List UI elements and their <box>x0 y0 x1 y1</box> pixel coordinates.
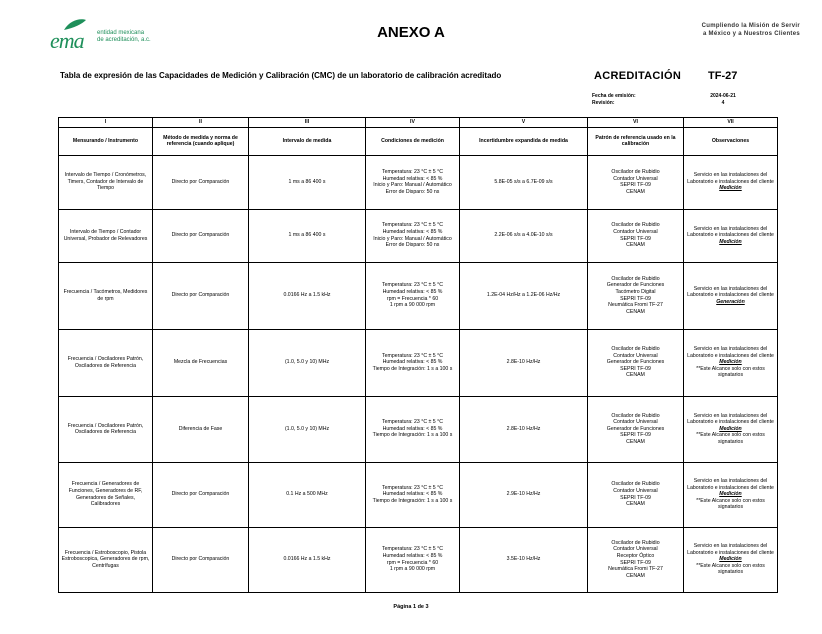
conditions-cell-line: rpm = Frecuencia * 60 <box>386 295 439 302</box>
table-row <box>59 527 778 592</box>
method-cell: Directo por Comparación <box>153 155 249 209</box>
standard-cell-line: Contador Universal <box>613 352 658 359</box>
observation-note: **Este Alcance solo con estos signatarios <box>696 562 765 576</box>
table-row <box>59 262 778 329</box>
standard-cell-line: Receptor Óptico <box>616 553 655 559</box>
col-number: VI <box>588 118 684 128</box>
standard-cell-line: Contador Universal <box>613 229 658 235</box>
instrument-cell: Frecuencia / Tacómetros, Medidores de rpm <box>59 262 153 329</box>
standard-cell-line: SEPRI TF-09 <box>620 559 651 566</box>
observation-note: **Este Alcance solo con estos signatarios <box>696 497 765 511</box>
column-header: Condiciones de medición <box>366 127 460 155</box>
conditions-cell-line: Temperatura: 23 °C ± 5 °C <box>382 419 443 426</box>
observations-cell-line: Servicio en las instalaciones del Laboratorio e instalaciones del cliente <box>687 225 774 239</box>
uncertainty-cell: 2.8E-10 Hz/Hz <box>460 329 588 396</box>
standard-cell <box>588 462 684 527</box>
uncertainty-cell: 2.2E-06 s/s a 4.0E-10 s/s <box>460 209 588 262</box>
slogan: Cumpliendo la Misión de Servir a México y a Nuestros Clientes <box>701 23 800 37</box>
conditions-cell <box>366 209 460 262</box>
instrument-cell: Frecuencia / Generadores de Funciones, Generadores de RF, Generadores de Señales, Calibradores <box>59 462 153 527</box>
method-cell: Mezcla de Frecuencias <box>153 329 249 396</box>
instrument-cell: Intervalo de Tiempo / Contador Universal, Probador de Relevadores <box>59 209 153 262</box>
instrument-cell: Frecuencia / Osciladores Patrón, Osciladores de Referencia <box>59 329 153 396</box>
conditions-cell-line: Humedad relativa: < 85 % <box>382 425 443 432</box>
annex-title: ANEXO A <box>377 24 445 41</box>
range-cell: 0.0166 Hz a 1.5 kHz <box>249 527 366 592</box>
conditions-cell-line: Error de Disparo: 50 ns <box>385 242 440 249</box>
standard-cell-line: Contador Universal <box>613 175 658 182</box>
standard-cell-line: Oscilador de Rubidio <box>611 539 660 546</box>
observations-cell-line: Servicio en las instalaciones del Laboratorio e instalaciones del cliente <box>687 543 774 556</box>
conditions-cell-line: 1 rpm a 90 000 rpm <box>389 302 436 309</box>
col-number: VII <box>684 118 778 128</box>
standard-cell-line: Oscilador de Rubidio <box>611 481 660 488</box>
standard-cell-line: Contador Universal <box>613 488 658 494</box>
conditions-cell-line: Temperatura: 23 °C ± 5 °C <box>382 352 443 359</box>
revision-label: Revisión: <box>592 100 615 106</box>
method-cell: Directo por Comparación <box>153 262 249 329</box>
observations-cell <box>684 396 778 462</box>
observation-note: **Este Alcance solo con estos signatarios <box>696 365 765 379</box>
observations-cell-line: Servicio en las instalaciones del Laboratorio e instalaciones del cliente <box>687 412 774 426</box>
range-cell: (1.0, 5.0 y 10) MHz <box>249 329 366 396</box>
standard-cell <box>588 209 684 262</box>
conditions-cell-line: Error de Disparo: 50 ns <box>385 188 440 195</box>
logo-subtitle: entidad mexicana de acreditación, a.c. <box>97 30 151 43</box>
standard-cell-line: Generador de Funciones <box>606 359 665 366</box>
col-number: IV <box>366 118 460 128</box>
column-header: Incertidumbre expandida de medida <box>460 127 588 155</box>
observations-cell <box>684 155 778 209</box>
column-header: Patrón de referencia usado en la calibración <box>588 127 684 155</box>
conditions-cell <box>366 527 460 592</box>
column-header: Mensurando / Instrumento <box>59 127 153 155</box>
standard-cell-line: SEPRI TF-09 <box>620 432 651 439</box>
conditions-cell-line: Tiempo de Integración: 1 s a 100 s <box>372 497 453 504</box>
conditions-cell-line: Temperatura: 23 °C ± 5 °C <box>382 546 443 553</box>
method-cell: Diferencia de Fase <box>153 396 249 462</box>
roman-numeral-row <box>59 118 778 128</box>
instrument-cell: Frecuencia / Osciladores Patrón, Osciladores de Referencia <box>59 396 153 462</box>
conditions-cell-line: Temperatura: 23 °C ± 5 °C <box>382 484 443 491</box>
observations-cell <box>684 527 778 592</box>
range-cell: (1.0, 5.0 y 10) MHz <box>249 396 366 462</box>
standard-cell-line: CENAM <box>626 501 645 508</box>
standard-cell-line: Tacómetro Digital <box>615 289 656 295</box>
conditions-cell-line: Tiempo de Integración: 1 s a 100 s <box>372 365 453 372</box>
standard-cell-line: Generador de Funciones <box>606 425 665 432</box>
standard-cell-line: Oscilador de Rubidio <box>611 412 660 419</box>
observations-cell <box>684 262 778 329</box>
conditions-cell-line: 1 rpm a 90 000 rpm <box>389 566 436 573</box>
conditions-cell-line: Humedad relativa: < 85 % <box>382 229 443 235</box>
method-cell: Directo por Comparación <box>153 462 249 527</box>
table-row <box>59 155 778 209</box>
standard-cell-line: Neumática Fromi TF-27 <box>608 566 663 573</box>
observation-mode: Medición <box>719 185 742 192</box>
standard-cell-line: CENAM <box>626 308 645 315</box>
standard-cell-line: SEPRI TF-09 <box>620 365 651 372</box>
revision-value: 4 <box>721 100 725 106</box>
observations-cell <box>684 329 778 396</box>
standard-cell-line: Contador Universal <box>613 419 658 426</box>
standard-cell-line: CENAM <box>626 572 645 579</box>
method-cell: Directo por Comparación <box>153 209 249 262</box>
cmc-table <box>58 117 778 593</box>
observation-mode: Medición <box>719 491 742 498</box>
standard-cell-line: CENAM <box>626 372 645 379</box>
method-cell: Directo por Comparación <box>153 527 249 592</box>
column-header: Observaciones <box>684 127 778 155</box>
standard-cell-line: Generador de Funciones <box>606 282 665 289</box>
standard-cell-line: Contador Universal <box>613 546 658 553</box>
standard-cell-line: Oscilador de Rubidio <box>611 222 660 229</box>
conditions-cell-line: Temperatura: 23 °C ± 5 °C <box>382 222 443 229</box>
issue-date-label: Fecha de emisión: <box>592 93 636 99</box>
instrument-cell: Frecuencia / Estroboscopio, Pistola Estroboscopica, Generadores de rpm, Centrífugas <box>59 527 153 592</box>
standard-cell-line: SEPRI TF-09 <box>620 494 651 501</box>
header-row <box>59 127 778 155</box>
standard-cell <box>588 329 684 396</box>
standard-cell-line: SEPRI TF-09 <box>620 182 651 189</box>
page-number: Página 1 de 3 <box>393 604 429 610</box>
table-row <box>59 462 778 527</box>
standard-cell <box>588 155 684 209</box>
uncertainty-cell: 1.2E-04 Hz/Hz a 1.2E-06 Hz/Hz <box>460 262 588 329</box>
observations-cell <box>684 462 778 527</box>
conditions-cell-line: Inicio y Paro: Manual / Automático <box>373 182 452 189</box>
observation-note: **Este Alcance solo con estos signatarios <box>696 432 765 445</box>
table-row <box>59 209 778 262</box>
document-title: Tabla de expresión de las Capacidades de Medición y Calibración (CMC) de un laboratorio de calibración acreditado <box>60 71 502 80</box>
table-row <box>59 396 778 462</box>
standard-cell <box>588 396 684 462</box>
col-number: I <box>59 118 153 128</box>
conditions-cell-line: Humedad relativa: < 85 % <box>382 175 443 182</box>
observations-cell <box>684 209 778 262</box>
conditions-cell <box>366 329 460 396</box>
standard-cell-line: SEPRI TF-09 <box>620 295 651 302</box>
col-number: II <box>153 118 249 128</box>
col-number: V <box>460 118 588 128</box>
range-cell: 1 ms a 86 400 s <box>249 209 366 262</box>
uncertainty-cell: 5.8E-05 s/s a 6.7E-09 s/s <box>460 155 588 209</box>
standard-cell-line: Oscilador de Rubidio <box>611 168 660 175</box>
conditions-cell <box>366 396 460 462</box>
standard-cell-line: Oscilador de Rubidio <box>611 275 660 282</box>
observation-mode: Generación <box>716 298 745 305</box>
conditions-cell <box>366 155 460 209</box>
range-cell: 0.0166 Hz a 1.5 kHz <box>249 262 366 329</box>
conditions-cell-line: Humedad relativa: < 85 % <box>382 553 443 559</box>
accreditation-label: ACREDITACIÓN <box>594 70 682 82</box>
conditions-cell-line: Inicio y Paro: Manual / Automático <box>373 235 452 242</box>
standard-cell-line: CENAM <box>626 188 645 195</box>
observation-mode: Medición <box>719 238 742 245</box>
uncertainty-cell: 2.8E-10 Hz/Hz <box>460 396 588 462</box>
table-body <box>59 155 778 592</box>
range-cell: 0.1 Hz a 500 MHz <box>249 462 366 527</box>
instrument-cell: Intervalo de Tiempo / Cronómetros, Timers, Contador de Intervalo de Tiempo <box>59 155 153 209</box>
column-header: Método de medida y norma de referencia (cuando aplique) <box>153 127 249 155</box>
table-row <box>59 329 778 396</box>
standard-cell-line: Oscilador de Rubidio <box>611 346 660 353</box>
uncertainty-cell: 2.9E-10 Hz/Hz <box>460 462 588 527</box>
observations-cell-line: Servicio en las instalaciones del Laboratorio e instalaciones del cliente <box>687 478 774 491</box>
conditions-cell-line: Tiempo de Integración: 1 s a 100 s <box>372 432 453 439</box>
conditions-cell-line: rpm = Frecuencia * 60 <box>386 559 439 566</box>
observation-mode: Medición <box>719 425 742 432</box>
accreditation-code: TF-27 <box>708 70 738 82</box>
observations-cell-line: Servicio en las instalaciones del Laboratorio e instalaciones del cliente <box>687 346 774 359</box>
conditions-cell-line: Humedad relativa: < 85 % <box>382 289 443 295</box>
conditions-cell-line: Temperatura: 23 °C ± 5 °C <box>382 168 443 175</box>
conditions-cell-line: Humedad relativa: < 85 % <box>382 359 443 366</box>
column-header: Intervalo de medida <box>249 127 366 155</box>
range-cell: 1 ms a 86 400 s <box>249 155 366 209</box>
standard-cell-line: SEPRI TF-09 <box>620 235 651 242</box>
conditions-cell-line: Humedad relativa: < 85 % <box>382 491 443 498</box>
observations-cell-line: Servicio en las instalaciones del Laboratorio e instalaciones del cliente <box>687 285 774 299</box>
logo-wordmark: ema <box>50 28 84 53</box>
standard-cell-line: CENAM <box>626 438 645 445</box>
observation-mode: Medición <box>719 359 742 366</box>
observations-cell-line: Servicio en las instalaciones del Laboratorio e instalaciones del cliente <box>687 172 774 185</box>
uncertainty-cell: 3.5E-10 Hz/Hz <box>460 527 588 592</box>
conditions-cell <box>366 262 460 329</box>
observation-mode: Medición <box>719 556 742 563</box>
standard-cell-line: Neumática Fromi TF-27 <box>608 302 663 309</box>
col-number: III <box>249 118 366 128</box>
standard-cell-line: CENAM <box>626 242 645 249</box>
issue-date-value: 2024-06-21 <box>710 93 736 99</box>
conditions-cell-line: Temperatura: 23 °C ± 5 °C <box>382 282 443 289</box>
conditions-cell <box>366 462 460 527</box>
standard-cell <box>588 527 684 592</box>
standard-cell <box>588 262 684 329</box>
